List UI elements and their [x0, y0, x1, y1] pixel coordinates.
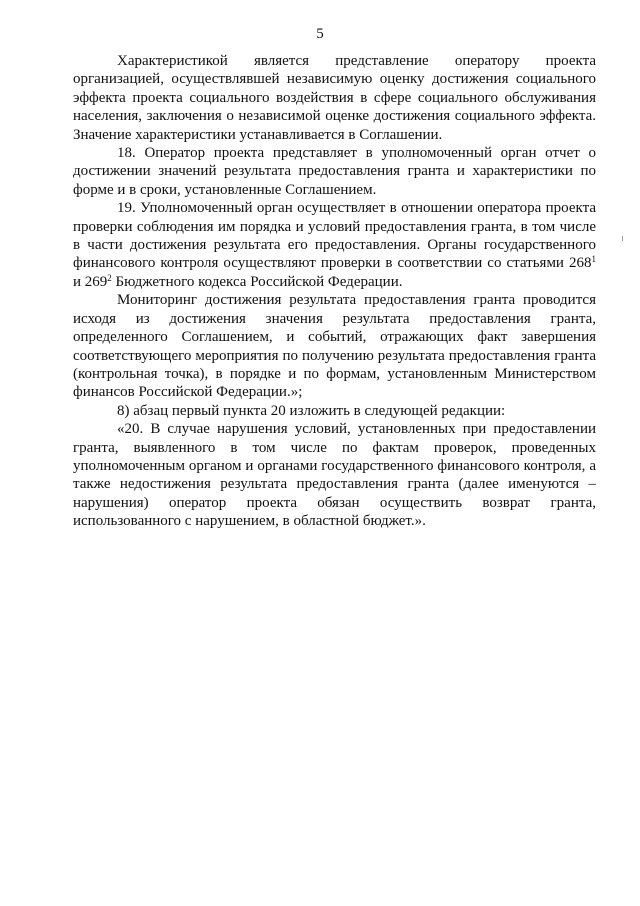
item-19-text-part-1: 19. Уполномоченный орган осуществляет в отношении оператора проекта проверки соблюдения им порядка и условий предоставления гранта, в том числе в части достижения результата его предоставления. Органы государственного финансового контроля осуществляют проверки в соответствии со статьями 268 [73, 200, 596, 272]
footnote-superscript-268: 1 [591, 254, 596, 265]
item-19-text-part-3: Бюджетного кодекса Российской Федерации. [111, 273, 403, 290]
paragraph-item-18: 18. Оператор проекта представляет в уполномоченный орган отчет о достижении значений результата предоставления гранта и характеристики по форме и в сроки, установленные Соглашением. [73, 145, 596, 198]
footnote-superscript-269: 2 [107, 272, 112, 283]
item-19-text-part-2: и 269 [73, 273, 108, 290]
paragraph-item-20-quote: «20. В случае нарушения условий, установленных при предоставлении гранта, выявленного в том числе по фактам проверок, проведенных уполномоченным органом и органами государственного финансового контроля, а также недостижения результата предоставления гранта (далее именуются – нарушения) оператор проекта обязан осуществить возврат гранта, использованного с нарушением, в областной бюджет.». [73, 421, 596, 530]
paragraph-characteristic: Характеристикой является представление оператору проекта организацией, осуществлявшей независимую оценку достижения социального эффекта проекта социального воздействия в сфере социального обслуживания населения, заключения о независимой оценке достижения социального эффекта. Значение характеристики устанавливается в Соглашении. [73, 53, 596, 143]
paragraph-monitoring: Мониторинг достижения результата предоставления гранта проводится исходя из достижения значения результата предоставления гранта, определенного Соглашением, и событий, отражающих факт завершения соответствующего мероприятия по получению результата предоставления гранта (контрольная точка), в порядке и по формам, установленным Министерством финансов Российской Федерации.»; [73, 292, 596, 401]
scan-margin-mark [622, 236, 623, 241]
paragraph-item-19 [73, 199, 596, 291]
page-number: 5 [316, 26, 324, 42]
document-body [73, 52, 596, 531]
paragraph-amendment-8: 8) абзац первый пункта 20 изложить в следующей редакции: [117, 402, 506, 419]
